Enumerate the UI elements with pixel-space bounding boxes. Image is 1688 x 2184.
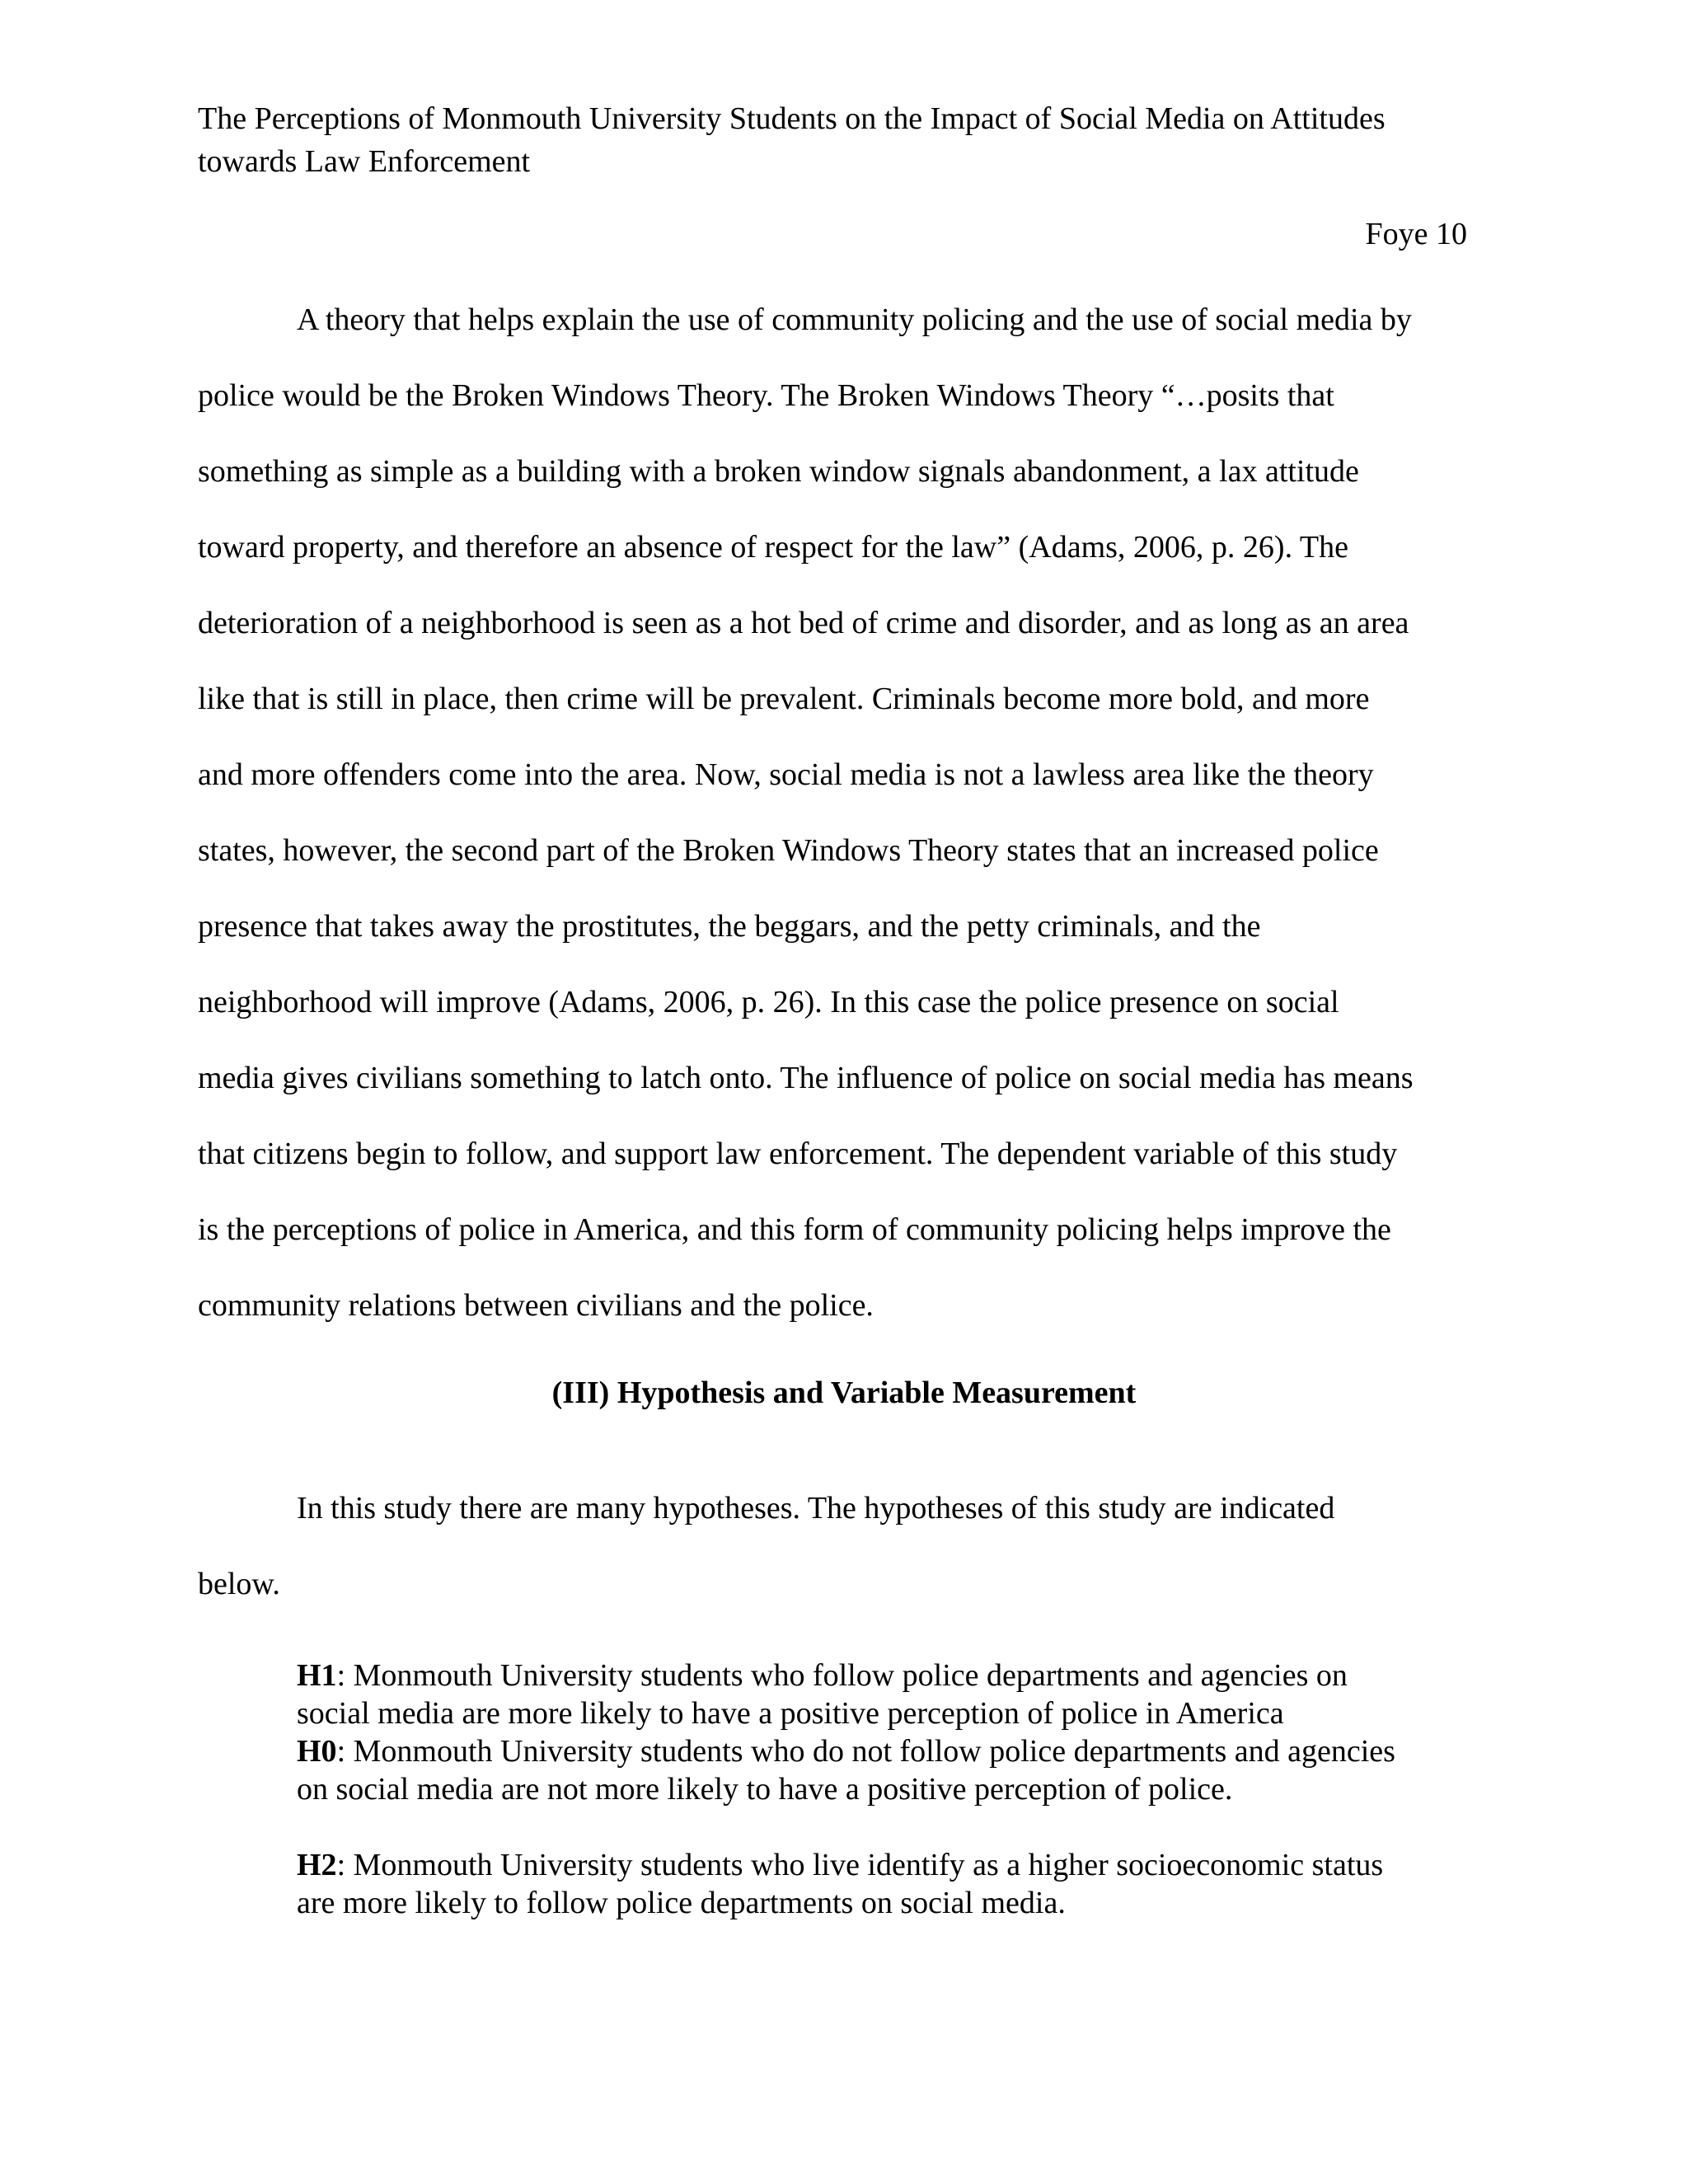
hypothesis-label-h2: H2 <box>297 1848 337 1882</box>
paragraph-line: toward property, and therefore an absence of respect for the law” (Adams, 2006, p. 26). The <box>198 530 1348 565</box>
running-header <box>198 97 1484 183</box>
hypothesis-label-h0: H0 <box>297 1734 337 1769</box>
hypothesis-h2 <box>297 1846 1484 1922</box>
intro-line-1: In this study there are many hypotheses. The hypotheses of this study are indicated <box>297 1491 1335 1526</box>
hypothesis-h0-text-1: : Monmouth University students who do not follow police departments and agencies <box>336 1734 1395 1769</box>
body-paragraph <box>198 282 1484 1343</box>
paragraph-line: states, however, the second part of the Broken Windows Theory states that an increased police <box>198 833 1379 868</box>
paragraph-line: neighborhood will improve (Adams, 2006, p. 26). In this case the police presence on social <box>198 985 1339 1019</box>
paragraph-line: deterioration of a neighborhood is seen as a hot bed of crime and disorder, and as long as an area <box>198 606 1409 640</box>
hypothesis-h2-text-2: are more likely to follow police departments on social media. <box>297 1886 1066 1920</box>
paragraph-line: is the perceptions of police in America, and this form of community policing helps improve the <box>198 1212 1391 1247</box>
hypothesis-h1-text-1: : Monmouth University students who follow police departments and agencies on <box>336 1658 1348 1693</box>
paragraph-line: that citizens begin to follow, and support law enforcement. The dependent variable of this study <box>198 1137 1398 1171</box>
running-title-line-2: towards Law Enforcement <box>198 144 531 179</box>
hypothesis-h2-text-1: : Monmouth University students who live identify as a higher socioeconomic status <box>336 1848 1384 1882</box>
paragraph-line: media gives civilians something to latch onto. The influence of police on social media has means <box>198 1061 1414 1095</box>
page-number: Foye 10 <box>1365 217 1467 251</box>
paragraph-line: and more offenders come into the area. Now, social media is not a lawless area like the theory <box>198 757 1374 792</box>
paragraph-line: presence that takes away the prostitutes, the beggars, and the petty criminals, and the <box>198 909 1261 944</box>
running-title-line-1: The Perceptions of Monmouth University Students on the Impact of Social Media on Attitudes <box>198 101 1386 136</box>
hypothesis-h0-text-2: on social media are not more likely to have a positive perception of police. <box>297 1772 1233 1807</box>
paragraph-line: A theory that helps explain the use of community policing and the use of social media by <box>297 302 1412 337</box>
paragraph-line: community relations between civilians and the police. <box>198 1288 874 1323</box>
intro-paragraph <box>198 1470 1484 1622</box>
hypothesis-h0 <box>297 1732 1484 1808</box>
paragraph-line: like that is still in place, then crime will be prevalent. Criminals become more bold, and more <box>198 682 1370 716</box>
hypothesis-h1-text-2: social media are more likely to have a positive perception of police in America <box>297 1696 1284 1731</box>
hypothesis-block-h2 <box>297 1846 1484 1922</box>
paragraph-line: police would be the Broken Windows Theory. The Broken Windows Theory “…posits that <box>198 378 1334 413</box>
intro-line-2: below. <box>198 1567 280 1601</box>
section-heading: (III) Hypothesis and Variable Measurement <box>551 1376 1137 1410</box>
hypothesis-block-h1-h0 <box>297 1657 1484 1808</box>
hypothesis-h1 <box>297 1657 1484 1732</box>
hypothesis-label-h1: H1 <box>297 1658 337 1693</box>
paragraph-line: something as simple as a building with a broken window signals abandonment, a lax attitude <box>198 454 1359 489</box>
